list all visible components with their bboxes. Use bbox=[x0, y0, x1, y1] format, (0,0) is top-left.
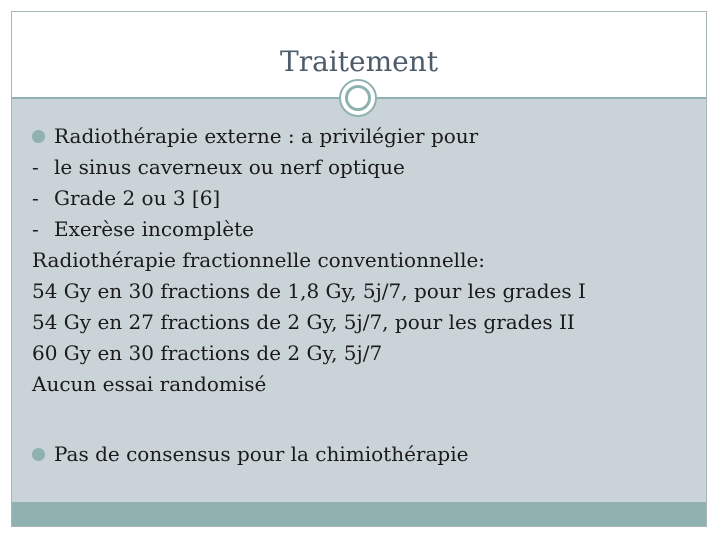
bullet-text: Radiothérapie externe : a privilégier pour bbox=[54, 124, 479, 148]
spacer bbox=[32, 400, 692, 431]
dash-text: le sinus caverneux ou nerf optique bbox=[54, 155, 405, 179]
text-line: 54 Gy en 27 fractions de 2 Gy, 5j/7, pour les grades II bbox=[32, 310, 575, 334]
text-line: 60 Gy en 30 fractions de 2 Gy, 5j/7 bbox=[32, 341, 383, 365]
dash-text: Grade 2 ou 3 [6] bbox=[54, 186, 221, 210]
dash-item bbox=[32, 183, 692, 214]
dash-symbol: - bbox=[32, 186, 39, 210]
text-line: Radiothérapie fractionnelle conventionnelle: bbox=[32, 248, 486, 272]
bullet-dot-icon bbox=[32, 448, 45, 461]
text-line: Aucun essai randomisé bbox=[32, 372, 267, 396]
body-text bbox=[32, 121, 692, 470]
bullet-text: Pas de consensus pour la chimiothérapie bbox=[54, 442, 469, 466]
dash-text: Exerèse incomplète bbox=[54, 217, 254, 241]
dash-item bbox=[32, 152, 692, 183]
bullet-item bbox=[32, 439, 692, 470]
footer-bar bbox=[12, 502, 706, 526]
slide-title: Traitement bbox=[280, 45, 438, 78]
bullet-dot-icon bbox=[32, 130, 45, 143]
text-line: 54 Gy en 30 fractions de 1,8 Gy, 5j/7, pour les grades I bbox=[32, 279, 586, 303]
dash-symbol: - bbox=[32, 155, 39, 179]
dash-item bbox=[32, 214, 692, 245]
bullet-item bbox=[32, 121, 692, 152]
dash-symbol: - bbox=[32, 217, 39, 241]
circle-ornament-inner bbox=[345, 85, 371, 111]
circle-ornament-icon bbox=[339, 79, 377, 117]
